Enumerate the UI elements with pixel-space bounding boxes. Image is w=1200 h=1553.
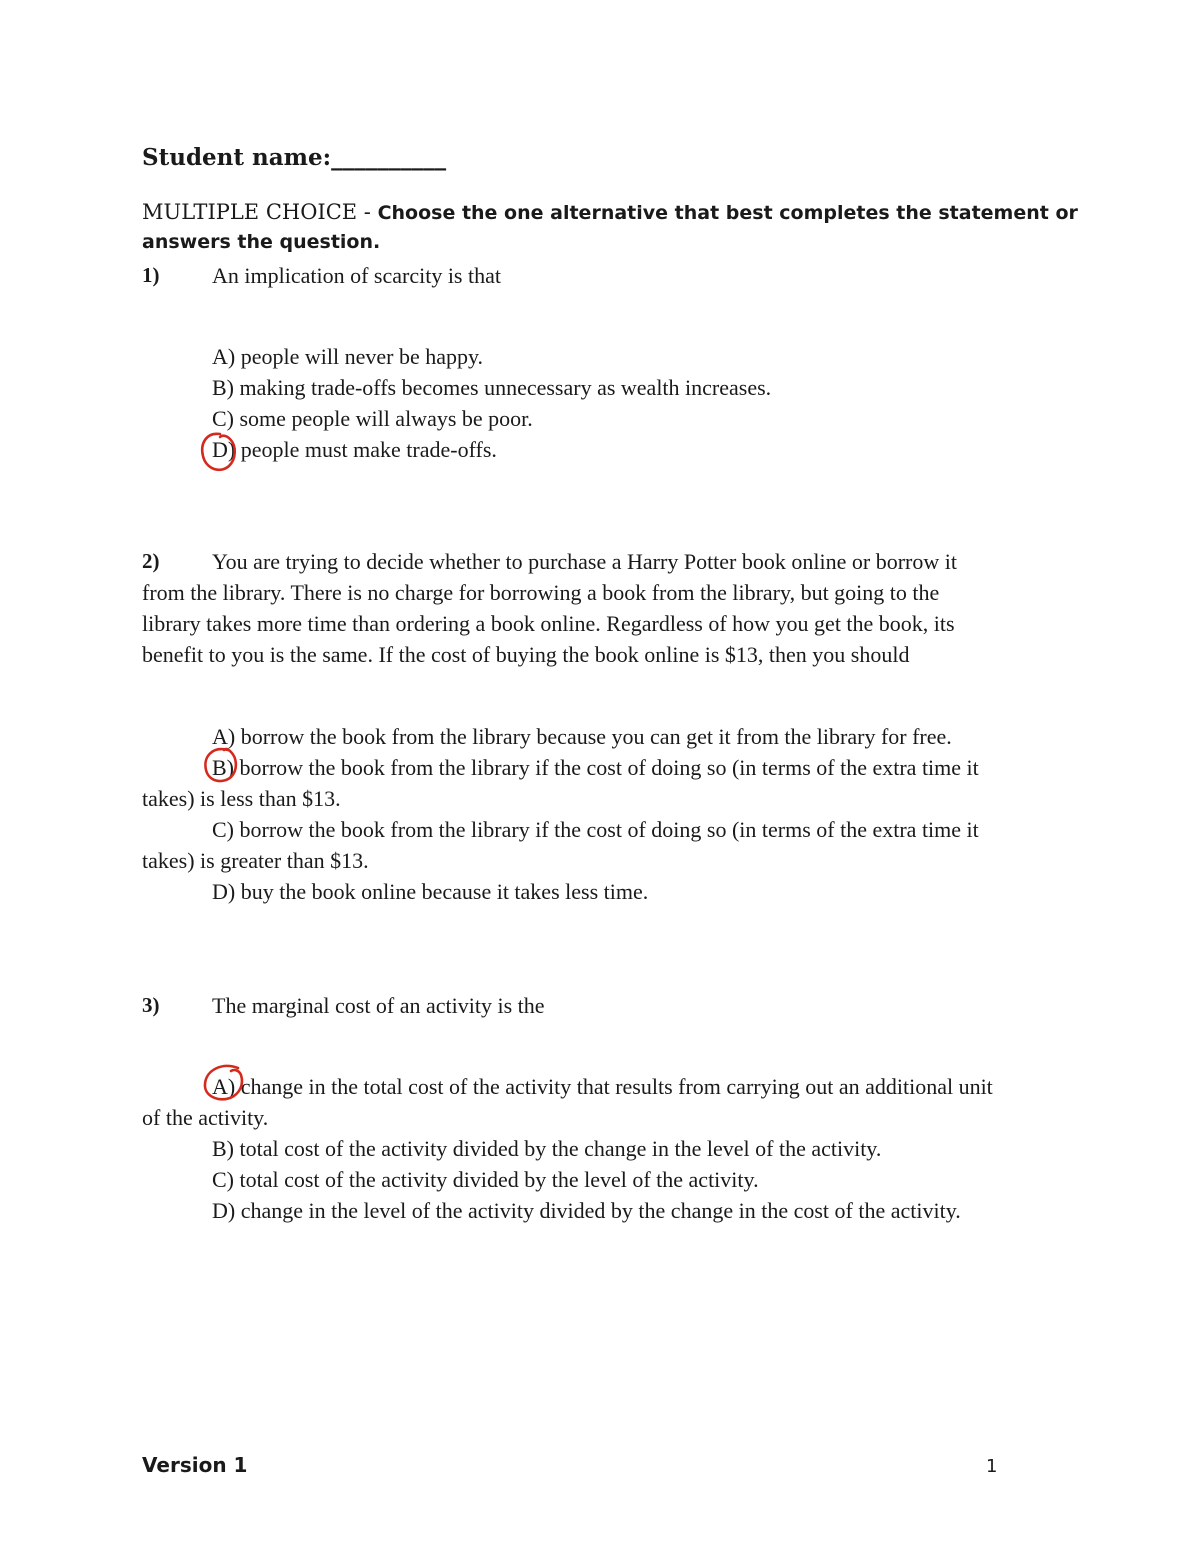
option-text: change in the total cost of the activity that results from carrying out an additional unit	[240, 1074, 993, 1099]
question-2-stem-line1: You are trying to decide whether to purchase a Harry Potter book online or borrow it	[212, 549, 957, 574]
option-letter: B)	[212, 375, 234, 400]
option-letter: D)	[212, 437, 236, 462]
instructions	[142, 200, 1078, 224]
option-text: people must make trade-offs.	[240, 437, 497, 462]
question-3-number: 3)	[142, 993, 160, 1017]
question-2-option-d	[212, 879, 648, 905]
option-letter: D)	[212, 879, 236, 904]
question-3-option-b	[212, 1136, 881, 1162]
question-1-number: 1)	[142, 263, 160, 287]
option-letter: C)	[212, 817, 234, 842]
option-text: borrow the book from the library if the cost of doing so (in terms of the extra time it	[239, 755, 979, 780]
option-letter: C)	[212, 1167, 234, 1192]
question-3-option-a-cont: of the activity.	[142, 1105, 269, 1130]
option-text: total cost of the activity divided by the change in the level of the activity.	[239, 1136, 882, 1161]
option-text: borrow the book from the library if the cost of doing so (in terms of the extra time it	[239, 817, 979, 842]
question-2-option-b	[212, 755, 979, 781]
option-letter: B)	[212, 1136, 234, 1161]
option-text: some people will always be poor.	[239, 406, 533, 431]
question-1-option-b	[212, 375, 771, 401]
option-text: total cost of the activity divided by the level of the activity.	[239, 1167, 759, 1192]
question-2-stem-line3: library takes more time than ordering a book online. Regardless of how you get the book, its	[142, 611, 955, 636]
option-text: making trade-offs becomes unnecessary as wealth increases.	[239, 375, 772, 400]
question-1-option-c	[212, 406, 533, 432]
option-letter: D)	[212, 1198, 236, 1223]
question-2-number: 2)	[142, 549, 160, 573]
instructions-lead: MULTIPLE CHOICE -	[142, 200, 378, 224]
question-2-option-a	[212, 724, 952, 750]
instructions-line1: Choose the one alternative that best completes the statement or	[377, 202, 1078, 224]
option-text: change in the level of the activity divided by the change in the cost of the activity.	[240, 1198, 961, 1223]
question-2-option-b-cont: takes) is less than $13.	[142, 786, 341, 811]
option-text: buy the book online because it takes less time.	[240, 879, 649, 904]
question-2-option-c	[212, 817, 979, 843]
question-2-option-c-cont: takes) is greater than $13.	[142, 848, 369, 873]
question-3-option-a	[212, 1074, 993, 1100]
footer-version: Version 1	[142, 1453, 248, 1477]
footer-page-number: 1	[986, 1456, 998, 1477]
option-letter: C)	[212, 406, 234, 431]
option-letter: A)	[212, 724, 236, 749]
question-1-option-d	[212, 437, 497, 463]
option-letter: A)	[212, 1074, 236, 1099]
question-1-option-a	[212, 344, 483, 370]
option-text: people will never be happy.	[240, 344, 484, 369]
question-3-stem: The marginal cost of an activity is the	[212, 993, 545, 1018]
question-3-option-c	[212, 1167, 759, 1193]
option-letter: A)	[212, 344, 236, 369]
student-name-field: Student name:__________	[142, 144, 447, 171]
option-letter: B)	[212, 755, 234, 780]
question-1-stem: An implication of scarcity is that	[212, 263, 501, 288]
question-2-stem-line4: benefit to you is the same. If the cost of buying the book online is $13, then you should	[142, 642, 910, 667]
question-3-option-d	[212, 1198, 961, 1224]
question-2-stem-line2: from the library. There is no charge for borrowing a book from the library, but going to the	[142, 580, 940, 605]
option-text: borrow the book from the library because you can get it from the library for free.	[240, 724, 952, 749]
instructions-line2: answers the question.	[142, 231, 381, 253]
